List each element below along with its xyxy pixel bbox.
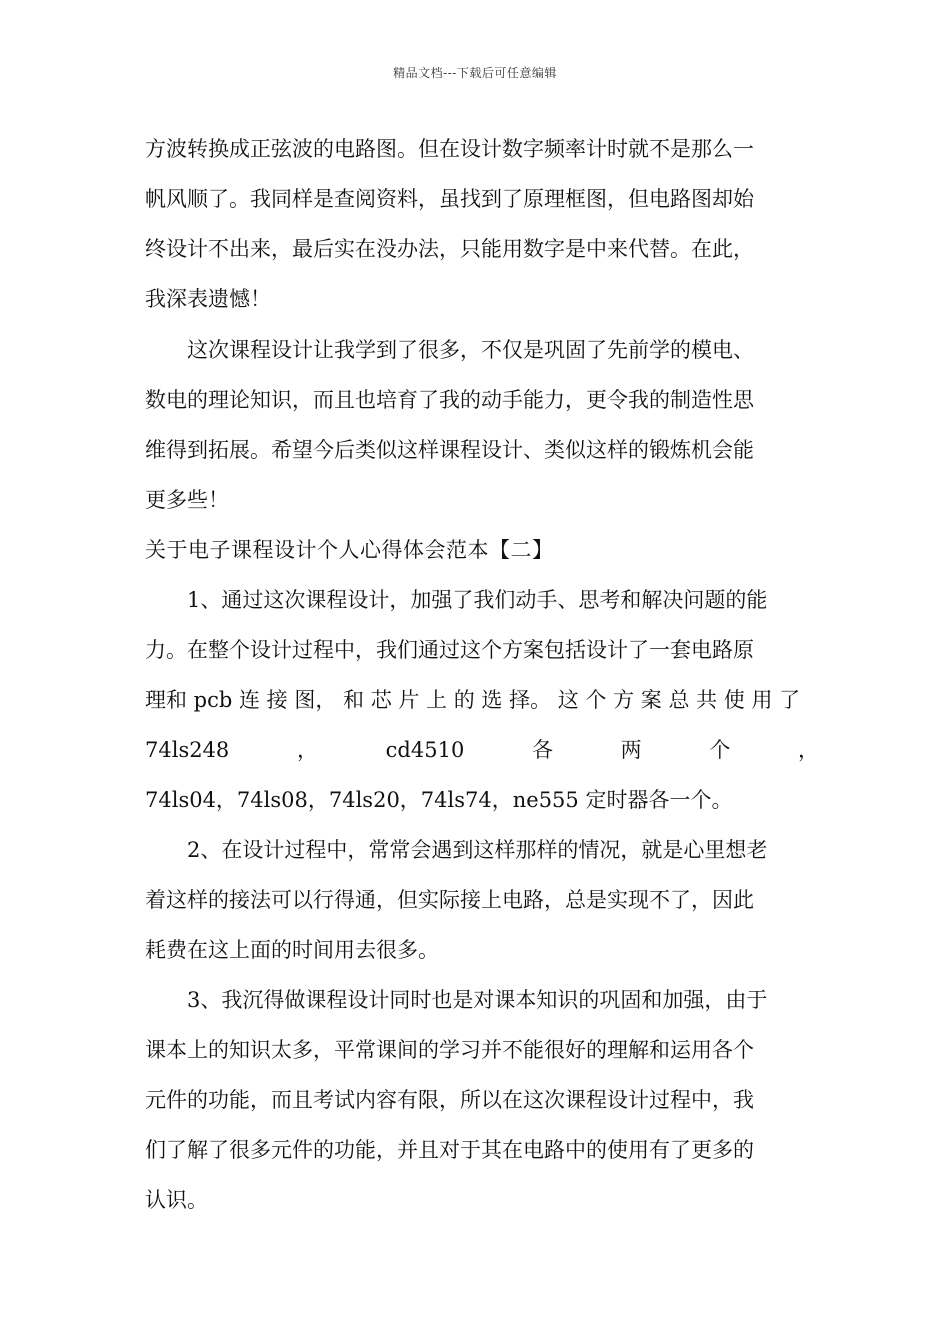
paragraph-line: 元件的功能，而且考试内容有限，所以在这次课程设计过程中，我 [145, 1088, 754, 1112]
paragraph-line: 课本上的知识太多，平常课间的学习并不能很好的理解和运用各个 [145, 1038, 754, 1062]
word: 个 [709, 738, 731, 762]
paragraph-line: 74ls04，74ls08，74ls20，74ls74，ne555 定时器各一个。 [145, 788, 733, 812]
paragraph-line: 更多些！ [145, 488, 229, 512]
paragraph-line: 力。在整个设计过程中，我们通过这个方案包括设计了一套电路原 [145, 638, 754, 662]
paragraph-line: 1、通过这次课程设计，加强了我们动手、思考和解决问题的能 [187, 588, 768, 612]
paragraph-line: 3、我沉得做课程设计同时也是对课本知识的巩固和加强，由于 [187, 988, 768, 1012]
paragraph-line: 理和 pcb 连 接 图， 和 芯 片 上 的 选 择。 这 个 方 案 总 共 使 用 了 [145, 688, 801, 712]
paragraph-line: 终设计不出来，最后实在没办法，只能用数字是中来代替。在此， [145, 237, 754, 261]
paragraph-line: 方波转换成正弦波的电路图。但在设计数字频率计时就不是那么一 [145, 137, 754, 161]
paragraph-line: 我深表遗憾！ [145, 287, 271, 311]
word: 各 [531, 738, 553, 762]
paragraph-line: 着这样的接法可以行得通，但实际接上电路，总是实现不了，因此 [145, 888, 754, 912]
punctuation: ， [798, 738, 819, 762]
chip-name: cd4510 [385, 738, 465, 762]
justified-line [145, 735, 819, 765]
paragraph-line: 数电的理论知识，而且也培育了我的动手能力，更令我的制造性思 [145, 388, 754, 412]
word: 两 [620, 738, 642, 762]
punctuation: ， [296, 738, 318, 762]
paragraph-line: 耗费在这上面的时间用去很多。 [145, 938, 439, 962]
chip-name: 74ls248 [145, 738, 230, 762]
paragraph-line: 维得到拓展。希望今后类似这样课程设计、类似这样的锻炼机会能 [145, 438, 754, 462]
paragraph-line: 2、在设计过程中，常常会遇到这样那样的情况，就是心里想老 [187, 838, 768, 862]
paragraph-line: 帆风顺了。我同样是查阅资料，虽找到了原理框图，但电路图却始 [145, 187, 754, 211]
paragraph-line: 认识。 [145, 1188, 208, 1212]
paragraph-line: 这次课程设计让我学到了很多，不仅是巩固了先前学的模电、 [187, 338, 754, 362]
page-header: 精品文档---下载后可任意编辑 [393, 66, 557, 80]
paragraph-line: 们了解了很多元件的功能，并且对于其在电路中的使用有了更多的 [145, 1138, 754, 1162]
section-heading: 关于电子课程设计个人心得体会范本【二】 [145, 538, 554, 562]
